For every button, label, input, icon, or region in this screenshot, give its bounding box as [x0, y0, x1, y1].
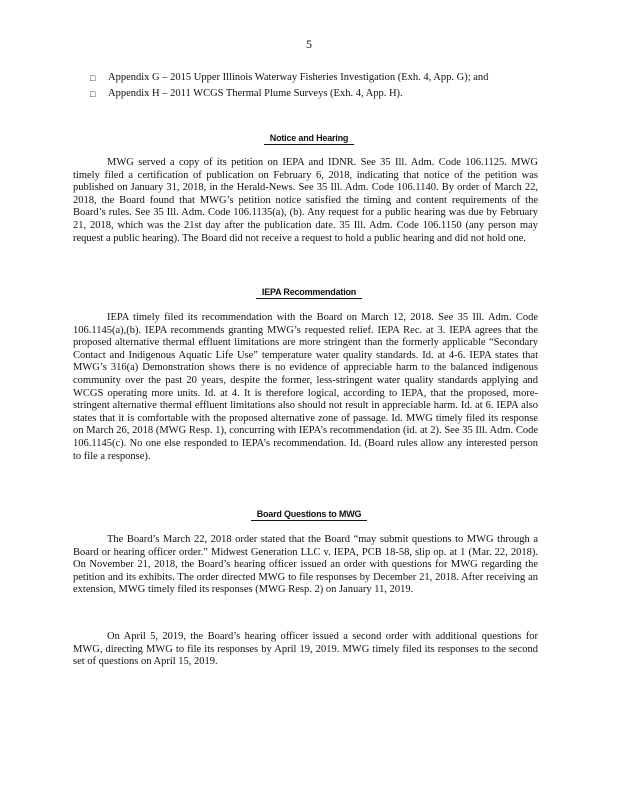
list-item — [90, 72, 550, 84]
section-heading — [0, 509, 618, 519]
bullet-icon: □ — [90, 89, 96, 99]
paragraph: MWG served a copy of its petition on IEPA and IDNR. See 35 Ill. Adm. Code 106.1125. MWG timely filed a certification of publication on February 6, 2018, indicating that notice of the petition was published on January 31, 2018, in the Herald-News. See 35 Ill. Adm. Code 106.1140. By order of March 22, 2018, the Board found that MWG’s petition notice satisfied the timing and content requirements of the Board’s rules. See 35 Ill. Adm. Code 106.1135(a), (b). Any request for a public hearing was due by February 21, 2018, which was the 21st day after the publication date. 35 Ill. Adm. Code 106.1150 (any person may request a public hearing). The Board did not receive a request to hold a public hearing and did not hold one. — [73, 157, 538, 244]
page-number: 5 — [306, 37, 312, 51]
paragraph: IEPA timely filed its recommendation with the Board on March 12, 2018. See 35 Ill. Adm. Code 106.1145(a),(b). IEPA recommends granting MWG’s requested relief. IEPA Rec. at 3. IEPA agrees that the proposed alternative thermal effluent limitations are more stringent than the formerly applicable “Secondary Contact and Indigenous Aquatic Life Use” temperature water quality standards. Id. at 4-6. IEPA states that MWG’s 316(a) Demonstration shows there is no evidence of appreciable harm to the balanced indigenous community over the past 20 years, despite the former, less-stringent water quality standards applying and WCGS operating more units. Id. at 4. It is therefore logical, according to IEPA, that the proposed, more-stringent alternative thermal effluent limitations also should not result in appreciable harm. Id. at 6. IEPA also states that it is comfortable with the proposed alternative zone of passage. Id. MWG timely filed its response on March 26, 2018 (MWG Resp. 1), concurring with IEPA’s recommendation (id. at 2). See 35 Ill. Adm. Code 106.1145(c). No one else responded to IEPA’s recommendation. Id. (Board rules allow any interested person to file a response). — [73, 312, 538, 462]
list-item-text: Appendix G – 2015 Upper Illinois Waterway Fisheries Investigation (Exh. 4, App. G); and — [108, 72, 489, 83]
list-item — [90, 88, 550, 100]
section-heading-text: Board Questions to MWG — [251, 509, 368, 521]
paragraph: The Board’s March 22, 2018 order stated that the Board “may submit questions to MWG through a Board or hearing officer order.” Midwest Generation LLC v. IEPA, PCB 18-58, slip op. at 1 (Mar. 22, 2018). On November 21, 2018, the Board’s hearing officer issued an order with questions for MWG regarding the petition and its exhibits. The order directed MWG to file responses by December 21, 2018. After receiving an extension, MWG timely filed its responses (MWG Resp. 2) on January 11, 2019. — [73, 534, 538, 596]
list-item-text: Appendix H – 2011 WCGS Thermal Plume Surveys (Exh. 4, App. H). — [108, 88, 403, 99]
section-heading-text: Notice and Hearing — [264, 133, 354, 145]
section-heading — [0, 133, 618, 143]
section-heading — [0, 287, 618, 297]
section-heading-text: IEPA Recommendation — [256, 287, 362, 299]
paragraph: On April 5, 2019, the Board’s hearing officer issued a second order with additional questions for MWG, directing MWG to file its responses by April 19, 2019. MWG timely filed its responses to the second set of questions on April 15, 2019. — [73, 631, 538, 668]
bullet-icon: □ — [90, 73, 96, 83]
appendix-list — [90, 72, 550, 104]
